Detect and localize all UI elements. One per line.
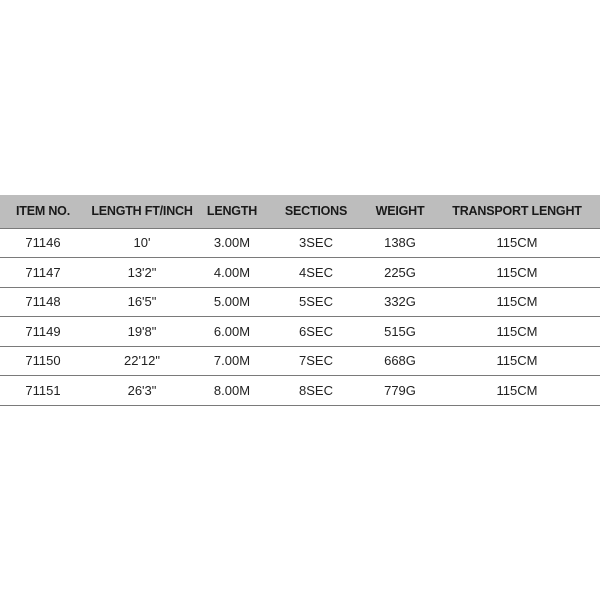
cell-length: 7.00M xyxy=(213,353,251,369)
cell-transport-length: 115CM xyxy=(496,382,538,398)
cell-length: 5.00M xyxy=(213,294,251,310)
table-row xyxy=(0,258,600,288)
cell-weight: 138G xyxy=(384,235,416,251)
cell-length: 8.00M xyxy=(213,382,251,398)
cell-item-no: 71147 xyxy=(25,264,61,280)
header-length-ft-inch: LENGTH FT/INCH xyxy=(91,204,193,219)
cell-length-ft-inch: 13'2" xyxy=(127,264,157,280)
cell-sections: 4SEC xyxy=(299,264,333,280)
cell-item-no: 71146 xyxy=(25,235,61,251)
spec-table-header xyxy=(0,195,600,228)
cell-item-no: 71149 xyxy=(25,323,61,339)
header-item-no: ITEM NO. xyxy=(16,204,70,219)
cell-length-ft-inch: 16'5" xyxy=(127,294,157,310)
spec-table-body xyxy=(0,228,600,405)
cell-sections: 7SEC xyxy=(299,353,333,369)
cell-sections: 6SEC xyxy=(299,323,333,339)
cell-length-ft-inch: 22'12" xyxy=(123,353,161,369)
cell-sections: 8SEC xyxy=(299,382,333,398)
table-row xyxy=(0,317,600,347)
cell-transport-length: 115CM xyxy=(496,294,538,310)
cell-item-no: 71150 xyxy=(25,353,61,369)
cell-length-ft-inch: 10' xyxy=(133,235,151,251)
cell-item-no: 71148 xyxy=(25,294,61,310)
cell-transport-length: 115CM xyxy=(496,353,538,369)
cell-length: 6.00M xyxy=(213,323,251,339)
table-row xyxy=(0,346,600,376)
cell-length: 3.00M xyxy=(213,235,251,251)
cell-transport-length: 115CM xyxy=(496,323,538,339)
cell-transport-length: 115CM xyxy=(496,235,538,251)
table-row xyxy=(0,228,600,258)
header-length: LENGTH xyxy=(206,204,258,219)
cell-weight: 668G xyxy=(384,353,416,369)
spec-table xyxy=(0,195,600,406)
cell-length-ft-inch: 26'3" xyxy=(127,382,157,398)
cell-weight: 779G xyxy=(384,382,416,398)
cell-weight: 225G xyxy=(384,264,416,280)
header-row xyxy=(0,195,600,228)
cell-length: 4.00M xyxy=(213,264,251,280)
cell-weight: 515G xyxy=(384,323,416,339)
header-transport-length: TRANSPORT LENGHT xyxy=(452,204,582,219)
cell-sections: 3SEC xyxy=(299,235,333,251)
cell-weight: 332G xyxy=(384,294,416,310)
cell-length-ft-inch: 19'8" xyxy=(127,323,157,339)
cell-sections: 5SEC xyxy=(299,294,333,310)
header-weight: WEIGHT xyxy=(375,204,425,219)
table-row xyxy=(0,287,600,317)
cell-transport-length: 115CM xyxy=(496,264,538,280)
cell-item-no: 71151 xyxy=(25,382,61,398)
table-row xyxy=(0,376,600,406)
header-sections: SECTIONS xyxy=(284,204,348,219)
